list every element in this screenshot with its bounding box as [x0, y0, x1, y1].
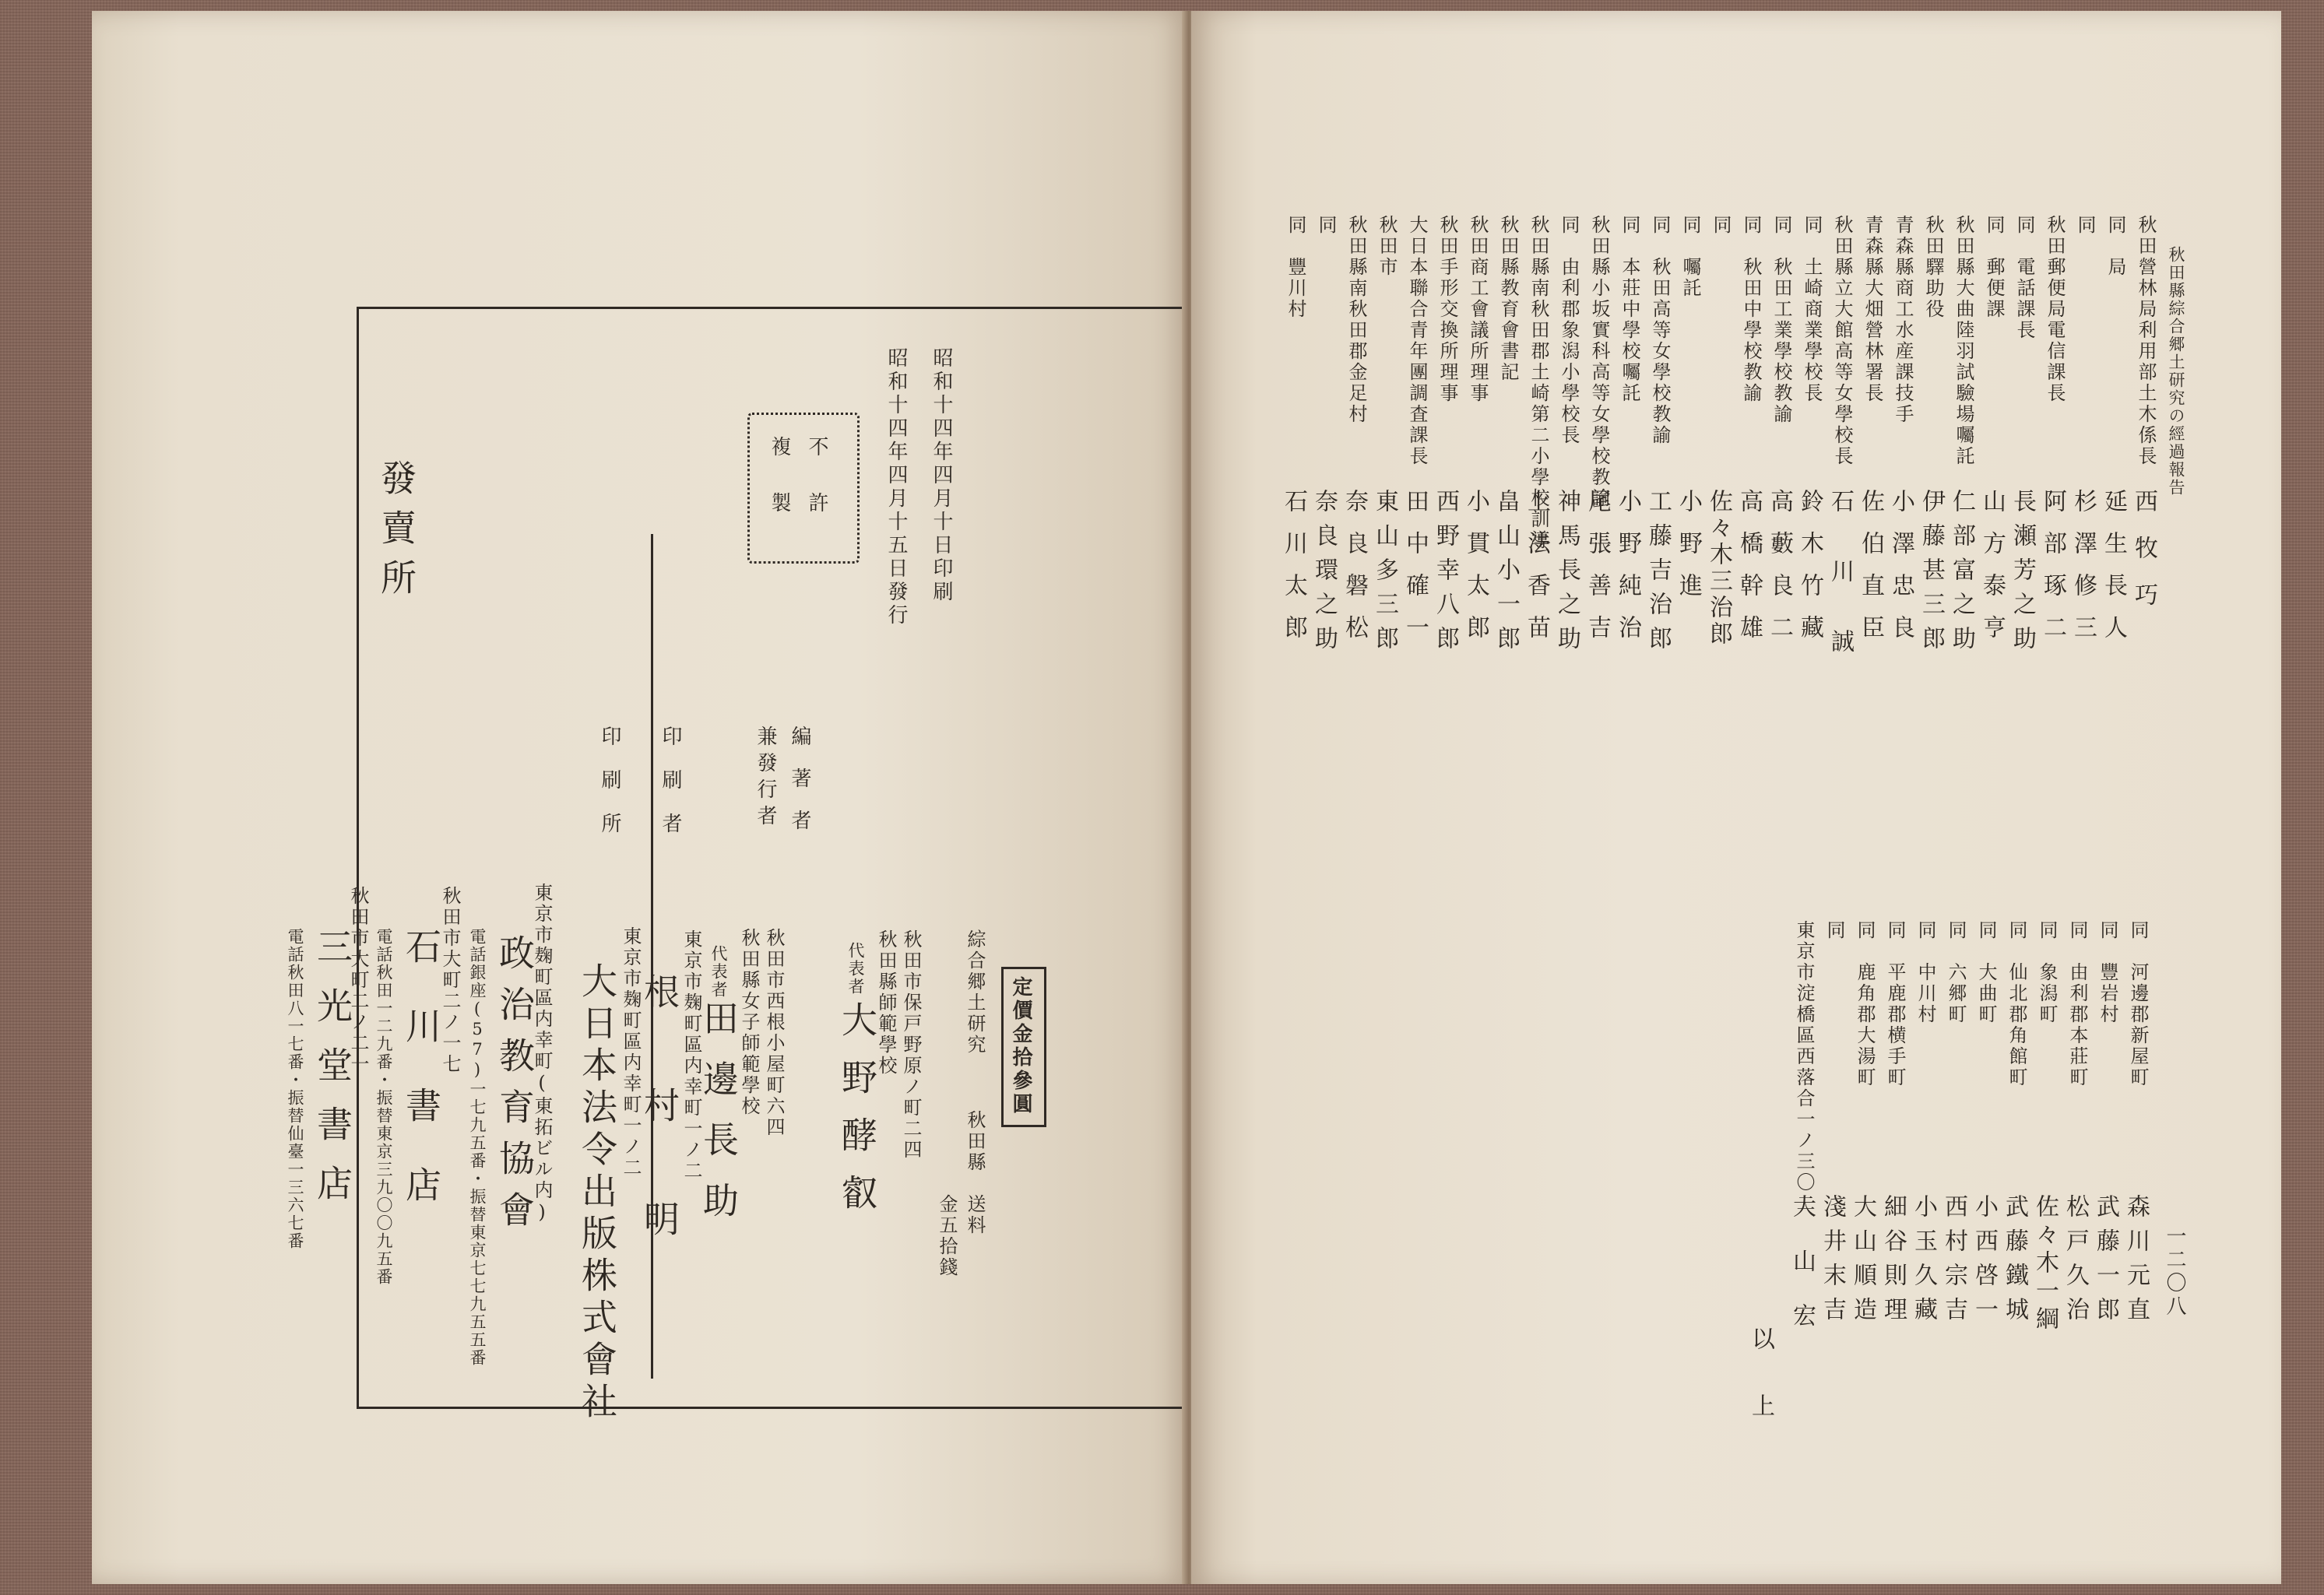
list-item-org: 同 豐岩村: [2097, 920, 2118, 1025]
list-item-name: 佐々木三治郎: [1705, 489, 1732, 648]
list-item-org: 大日本聯合青年團調査課長: [1406, 215, 1428, 467]
list-item-name: 小玉久藏: [1910, 1194, 1937, 1331]
list-item-name: 尾張善吉: [1584, 489, 1611, 657]
list-item-name: 長瀬芳之助: [2009, 489, 2036, 660]
list-item-org: 秋田縣小坂實科高等女學校教諭: [1588, 215, 1610, 509]
seller1-name: 政治教育協會: [494, 934, 536, 1242]
list-item-name: 上法香苗: [1523, 489, 1550, 657]
list-item-name: 神馬長之助: [1553, 489, 1580, 660]
printer-address: 東京市麹町區内幸町一ノ二: [680, 929, 702, 1182]
list-item-name: 小西啓一: [1971, 1194, 1998, 1331]
list-item-name: 大山宏: [1788, 1194, 1816, 1358]
price-label: 定價金拾參圓: [1009, 976, 1032, 1116]
list-item-org: 東京市淀橋區西落合一ノ三〇二: [1793, 920, 1815, 1214]
list-item-name: 鈴木竹藏: [1796, 489, 1823, 657]
list-item-org: 同 秋田工業學校教諭: [1770, 215, 1792, 425]
list-item-name: 森川元直: [2122, 1194, 2150, 1331]
print-date: 昭和十四年四月十日印刷: [930, 347, 953, 604]
list-item-org: 同 電話課長: [2013, 215, 2035, 341]
list-item-org: 同 仙北郡角館町: [2006, 920, 2027, 1088]
list-item-org: 秋田縣教育會書記: [1497, 215, 1519, 383]
list-item-org: 青森縣大畑營林署長: [1862, 215, 1883, 404]
list-item-org: 同 郵便課: [1983, 215, 2005, 320]
list-item-org: 同 本莊中學校囑託: [1619, 215, 1640, 404]
seller2-name: 石川書店: [400, 928, 442, 1245]
sales-office-label: 發賣所: [375, 459, 417, 609]
list-item-name: 伊藤甚三郎: [1918, 489, 1945, 660]
list-item-org: 同 土崎商業學校長: [1801, 215, 1823, 404]
seller3-phone: 電話秋田八一七番・振替仙臺一三六七番: [286, 928, 304, 1250]
list-item-name: 大山順造: [1849, 1194, 1876, 1331]
publisher-rep-label: 代表者: [709, 945, 728, 999]
reproduction-prohibited-stamp: [747, 413, 860, 564]
list-item-name: 山方泰亨: [1978, 489, 2006, 657]
list-item-name: 西牧巧: [2130, 489, 2157, 629]
list-item-name: 杉澤修三: [2069, 489, 2097, 657]
press-name: 大日本法令出版株式會社: [576, 962, 618, 1425]
postage-label: 送料: [964, 1194, 986, 1236]
list-item-name: 奈良環之助: [1310, 489, 1338, 660]
list-item-name: 奈良磐松: [1341, 489, 1368, 657]
page-number: 一二〇八: [2163, 1225, 2186, 1319]
list-item-org: 秋田郵便局電信課長: [2044, 215, 2066, 404]
list-item-name: 高藪良二: [1766, 489, 1793, 657]
list-item-name: 石川誠: [1827, 489, 1854, 699]
list-item-org: 同 鹿角郡大湯町: [1854, 920, 1876, 1088]
printer-name: 根村明: [638, 973, 680, 1314]
editor-label: 編著者: [788, 725, 811, 852]
list-item-name: 武藤一郎: [2092, 1194, 2119, 1331]
list-item-org: 同 囑託: [1679, 215, 1701, 299]
list-item-org: 同: [1710, 215, 1732, 236]
list-item-org: 同 大曲町: [1975, 920, 1997, 1025]
publisher-name: 田邊長助: [698, 1000, 740, 1242]
list-item-name: 小澤忠良: [1887, 489, 1914, 657]
list-item-name: 佐々木一綱: [2031, 1194, 2059, 1334]
list-item-name: 西野幸八郎: [1432, 489, 1459, 660]
list-item-name: 松戸久治: [2062, 1194, 2089, 1331]
list-item-name: 細谷則理: [1879, 1194, 1907, 1331]
seller3-address: 秋田市大町二ノ二一: [347, 886, 369, 1075]
list-item-name: 東山多三郎: [1371, 489, 1398, 660]
list-item-org: 青森縣商工水産課技手: [1892, 215, 1914, 425]
list-item-name: 高橋幹雄: [1735, 489, 1763, 657]
seller3-name: 三光堂書店: [311, 928, 353, 1224]
list-item-name: 阿部琢二: [2039, 489, 2066, 657]
list-item-org: 秋田商工會議所理事: [1467, 215, 1489, 404]
list-item-name: 畠山小一郎: [1492, 489, 1520, 660]
press-address: 東京市麹町區内幸町一ノ二: [620, 926, 642, 1179]
list-item-org: 秋田縣大曲陸羽試驗場囑託: [1953, 215, 1974, 467]
editor-name: 大野酵叡: [836, 1001, 878, 1231]
left-page-colophon: [92, 11, 1187, 1584]
running-head: 秋田縣綜合郷土研究の經過報告: [2167, 246, 2185, 497]
stamp-text-2: 複製: [768, 436, 791, 548]
list-item-org: 同 秋田中學校教諭: [1740, 215, 1762, 404]
list-item-org: 同 中川村: [1914, 920, 1936, 1025]
list-item-org: 同 平鹿郡横手町: [1884, 920, 1906, 1088]
list-item-org: 同 豐川村: [1285, 215, 1306, 320]
list-item-org: 同 由利郡本莊町: [2066, 920, 2088, 1088]
list-item-name: 小野純治: [1614, 489, 1641, 657]
list-item-org: 秋田驛助役: [1922, 215, 1944, 320]
list-item-org: 同: [2074, 215, 2096, 236]
print-house-label: 印刷所: [598, 725, 621, 856]
printer-label: 印刷者: [659, 725, 682, 856]
publisher-address-2: 秋田縣女子師範學校: [738, 928, 760, 1117]
seller1-address: 東京市麹町區内幸町(東拓ビル内): [531, 883, 553, 1225]
list-item-name: 小貫太郎: [1462, 489, 1489, 657]
end-mark: 以上: [1747, 1326, 1774, 1460]
postage-amount: 金五拾錢: [936, 1194, 958, 1278]
seller2-phone: 電話秋田一二九番・振替東京三九〇〇九五番: [374, 928, 393, 1286]
publisher-address-1: 秋田市西根小屋町六四: [763, 928, 785, 1138]
list-item-org: 同: [1823, 920, 1845, 941]
list-item-name: 小野進: [1675, 489, 1702, 615]
list-item-name: 武藤鐵城: [2001, 1194, 2028, 1331]
publisher-label: 兼發行者: [754, 725, 777, 831]
list-item-org: 同 河邊郡新屋町: [2127, 920, 2149, 1088]
editor-address-2: 秋田縣師範學校: [875, 929, 897, 1077]
list-item-name: 工藤吉治郎: [1644, 489, 1672, 660]
list-item-org: 同 六郷町: [1945, 920, 1967, 1025]
list-item-org: 同 由利郡象潟小學校長: [1558, 215, 1580, 446]
editor-address-1: 秋田市保戸野原ノ町二四: [900, 929, 922, 1161]
list-item-org: 秋田縣南秋田郡金足村: [1345, 215, 1367, 425]
stamp-text-1: 不許: [805, 436, 828, 548]
list-item-org: 秋田手形交換所理事: [1436, 215, 1458, 404]
list-item-org: 同: [1315, 215, 1337, 236]
editor-place: 秋田縣: [964, 1110, 986, 1173]
list-item-org: 秋田市: [1376, 215, 1398, 278]
list-item-org: 秋田縣南秋田郡土崎第二小學校訓導: [1528, 215, 1549, 551]
list-item-name: 淺井末吉: [1819, 1194, 1846, 1331]
list-item-org: 秋田縣立大館高等女學校長: [1831, 215, 1853, 467]
list-item-name: 佐伯直臣: [1857, 489, 1884, 657]
list-item-name: 仁部富之助: [1948, 489, 1975, 660]
list-item-name: 西村宗吉: [1940, 1194, 1967, 1331]
list-item-org: 同 象潟町: [2036, 920, 2058, 1025]
list-item-org: 秋田營林局利用部土木係長: [2135, 215, 2157, 467]
list-item-name: 石川太郎: [1280, 489, 1307, 657]
seller2-address: 秋田市大町二ノ一七: [439, 886, 461, 1075]
list-item-org: 同 秋田高等女學校教諭: [1649, 215, 1671, 446]
editor-org: 綜合郷土研究: [964, 929, 986, 1056]
right-page-member-list: [1191, 11, 2281, 1584]
seller1-phone: 電話銀座(57)一七九五番・振替東京七七九五五番: [468, 928, 487, 1367]
list-item-name: 田中確一: [1401, 489, 1429, 657]
editor-rep-label: 代表者: [846, 942, 865, 996]
list-item-name: 延生長人: [2100, 489, 2127, 657]
publish-date: 昭和十四年四月十五日發行: [884, 347, 908, 627]
list-item-org: 同 局: [2104, 215, 2126, 278]
